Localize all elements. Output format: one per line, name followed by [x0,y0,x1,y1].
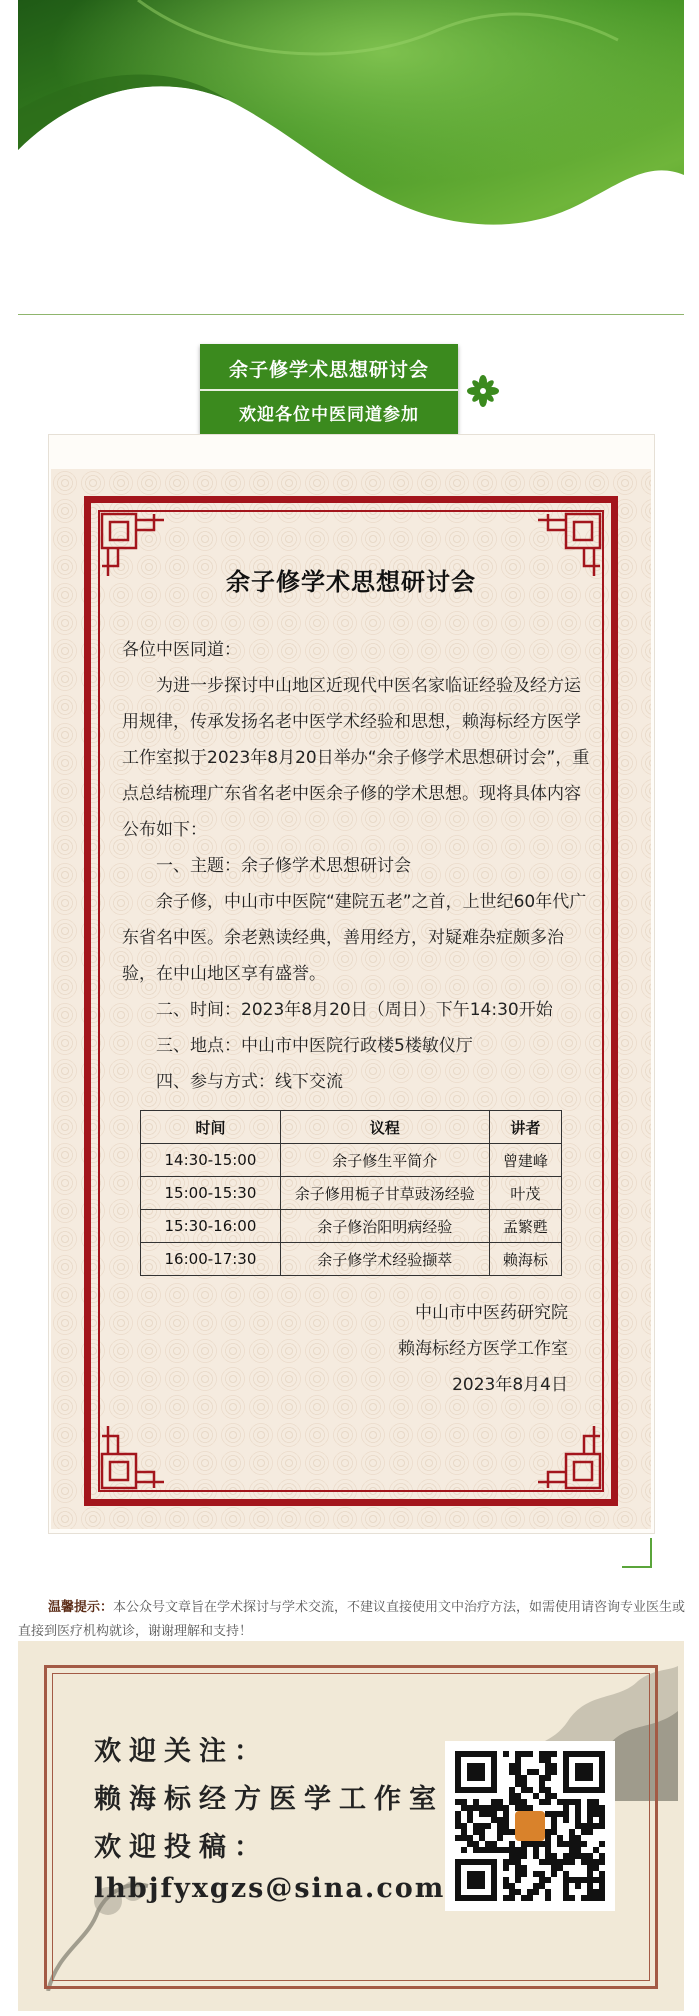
bio-paragraph: 余子修，中山市中医院“建院五老”之首，上世纪60年代广东省名中医。余老熟读经典，善用经方，对疑难杂症颇多治验，在中山地区享有盛誉。 [122,892,587,984]
table-row [141,1144,562,1177]
schedule-table [140,1110,562,1276]
table-row [141,1177,562,1210]
notice-title: 余子修学术思想研讨会 [226,568,476,596]
leaf-banner [18,0,684,262]
time-item: 二、时间：2023年8月20日（周日）下午14:30开始 [156,1000,553,1020]
cell-agenda: 余子修治阳明病经验 [280,1210,489,1243]
title-tag [200,344,458,434]
title-tag-separator [200,389,458,391]
warm-tip-label: 温馨提示： [48,1600,114,1615]
follow-email: lhbjfyxgzs@sina.com [94,1873,446,1904]
column-header-agenda: 议程 [280,1111,489,1144]
cell-speaker: 孟繁甦 [489,1210,561,1243]
cell-agenda: 余子修生平简介 [280,1144,489,1177]
cell-time: 16:00-17:30 [141,1243,281,1276]
cell-speaker: 曾建峰 [489,1144,561,1177]
lattice-corner-ornament-bottom-left [98,1422,168,1492]
table-header-row [141,1111,562,1144]
table-row [141,1243,562,1276]
cell-speaker: 叶茂 [489,1177,561,1210]
lattice-corner-ornament-bottom-right [534,1422,604,1492]
notice-date: 2023年8月4日 [452,1375,568,1395]
participation-item: 四、参与方式：线下交流 [156,1072,343,1092]
greeting: 各位中医同道： [122,640,241,660]
divider-line [18,314,684,315]
follow-line2: 赖海标经方医学工作室 [94,1784,444,1815]
table-row [141,1210,562,1243]
warm-tip-text: 本公众号文章旨在学术探讨与学术交流，不建议直接使用文中治疗方法，如需使用请咨询专业医生或直接到医疗机构就诊，谢谢理解和支持！ [18,1600,686,1639]
cell-speaker: 赖海标 [489,1243,561,1276]
warm-tip [18,1596,686,1644]
qr-code-icon [445,1741,615,1911]
cell-agenda: 余子修学术经验撷萃 [280,1243,489,1276]
follow-card [18,1641,684,2011]
cell-agenda: 余子修用栀子甘草豉汤经验 [280,1177,489,1210]
title-tag-line2: 欢迎各位中医同道参加 [239,405,419,425]
column-header-time: 时间 [141,1111,281,1144]
green-leaf-banner-image [18,0,684,262]
signature-institute: 中山市中医药研究院 [415,1303,568,1323]
card-corner-mark [622,1538,652,1568]
flower-icon [466,374,500,408]
follow-line1: 欢迎关注： [94,1736,269,1767]
topic-item: 一、主题：余子修学术思想研讨会 [156,856,411,876]
cell-time: 15:30-16:00 [141,1210,281,1243]
location-item: 三、地点：中山市中医院行政楼5楼敏仪厅 [156,1036,473,1056]
intro-paragraph: 为进一步探讨中山地区近现代中医名家临证经验及经方运用规律，传承发扬名老中医学术经验和思想，赖海标经方医学工作室拟于2023年8月20日举办“余子修学术思想研讨会”，重点总结梳理广东省名老中医余子修的学术思想。现将具体内容公布如下： [122,676,590,840]
follow-line3: 欢迎投稿： [94,1832,269,1863]
cell-time: 14:30-15:00 [141,1144,281,1177]
title-tag-line1: 余子修学术思想研讨会 [228,359,429,381]
column-header-speaker: 讲者 [489,1111,561,1144]
cell-time: 15:00-15:30 [141,1177,281,1210]
signature-studio: 赖海标经方医学工作室 [398,1339,568,1359]
